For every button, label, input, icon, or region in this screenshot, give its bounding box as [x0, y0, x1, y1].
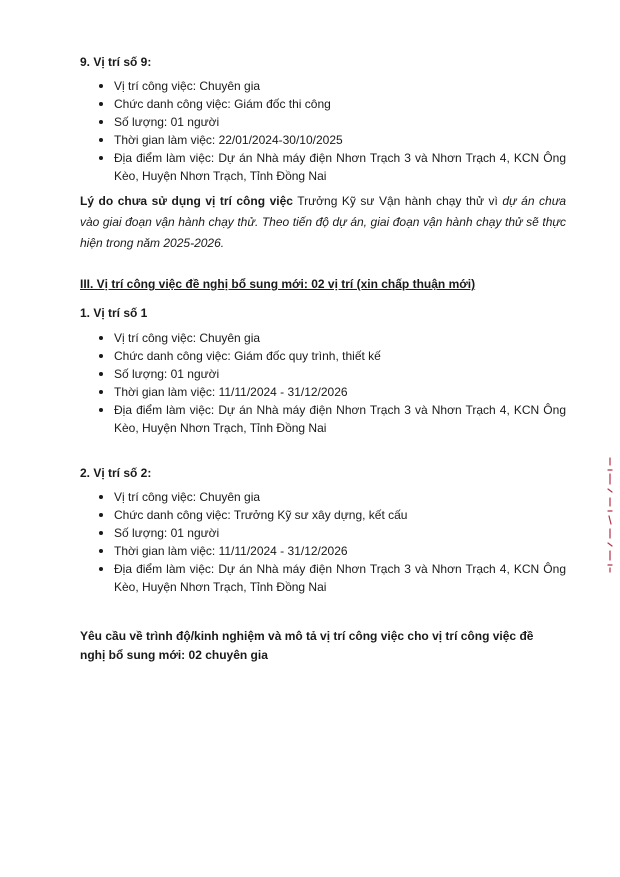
list-item: Vị trí công việc: Chuyên gia: [114, 488, 566, 506]
section-9-list: [114, 77, 566, 185]
reason-italic-text: dự án chưa vào giai đoạn vận hành chạy thử. Theo tiến độ dự án, giai đoạn vận hành chạy thử sẽ thực hiện trong năm 2025-2026.: [80, 194, 567, 250]
list-item: Chức danh công việc: Trưởng Kỹ sư xây dựng, kết cấu: [114, 506, 566, 524]
margin-stamp-mark: [606, 456, 614, 574]
list-item: Chức danh công việc: Giám đốc quy trình, thiết kế: [114, 347, 566, 365]
list-item: Vị trí công việc: Chuyên gia: [114, 329, 566, 347]
section-9-heading: 9. Vị trí số 9:: [80, 55, 152, 69]
reason-label: Lý do chưa sử dụng vị trí công việc: [80, 194, 293, 208]
list-item: Vị trí công việc: Chuyên gia: [114, 77, 566, 95]
list-item: Địa điểm làm việc: Dự án Nhà máy điện Nhơn Trạch 3 và Nhơn Trạch 4, KCN Ông Kèo, Huyện Nhơn Trạch, Tỉnh Đồng Nai: [114, 151, 566, 183]
requirements-heading: Yêu cầu về trình độ/kinh nghiệm và mô tả vị trí công việc cho vị trí công việc đề nghị bổ sung mới: 02 chuyên gia: [80, 629, 534, 662]
position-1-heading: 1. Vị trí số 1: [80, 306, 148, 320]
list-item: Số lượng: 01 người: [114, 113, 566, 131]
list-item: Thời gian làm việc: 11/11/2024 - 31/12/2026: [114, 383, 566, 401]
list-item: Số lượng: 01 người: [114, 524, 566, 542]
list-item: Địa điểm làm việc: Dự án Nhà máy điện Nhơn Trạch 3 và Nhơn Trạch 4, KCN Ông Kèo, Huyện Nhơn Trạch, Tỉnh Đồng Nai: [114, 562, 566, 594]
list-item: Thời gian làm việc: 22/01/2024-30/10/2025: [114, 131, 566, 149]
position-2-heading: 2. Vị trí số 2:: [80, 466, 152, 480]
position-2-list: [114, 488, 566, 596]
list-item: Chức danh công việc: Giám đốc thi công: [114, 95, 566, 113]
reason-paragraph: [80, 191, 566, 254]
reason-text: Trưởng Kỹ sư Vận hành chạy thử vì: [292, 194, 503, 208]
section-3-heading: III. Vị trí công việc đề nghị bổ sung mới: 02 vị trí (xin chấp thuận mới): [80, 277, 476, 291]
position-1-list: [114, 329, 566, 437]
list-item: Thời gian làm việc: 11/11/2024 - 31/12/2026: [114, 542, 566, 560]
list-item: Địa điểm làm việc: Dự án Nhà máy điện Nhơn Trạch 3 và Nhơn Trạch 4, KCN Ông Kèo, Huyện Nhơn Trạch, Tỉnh Đồng Nai: [114, 403, 566, 435]
list-item: Số lượng: 01 người: [114, 365, 566, 383]
